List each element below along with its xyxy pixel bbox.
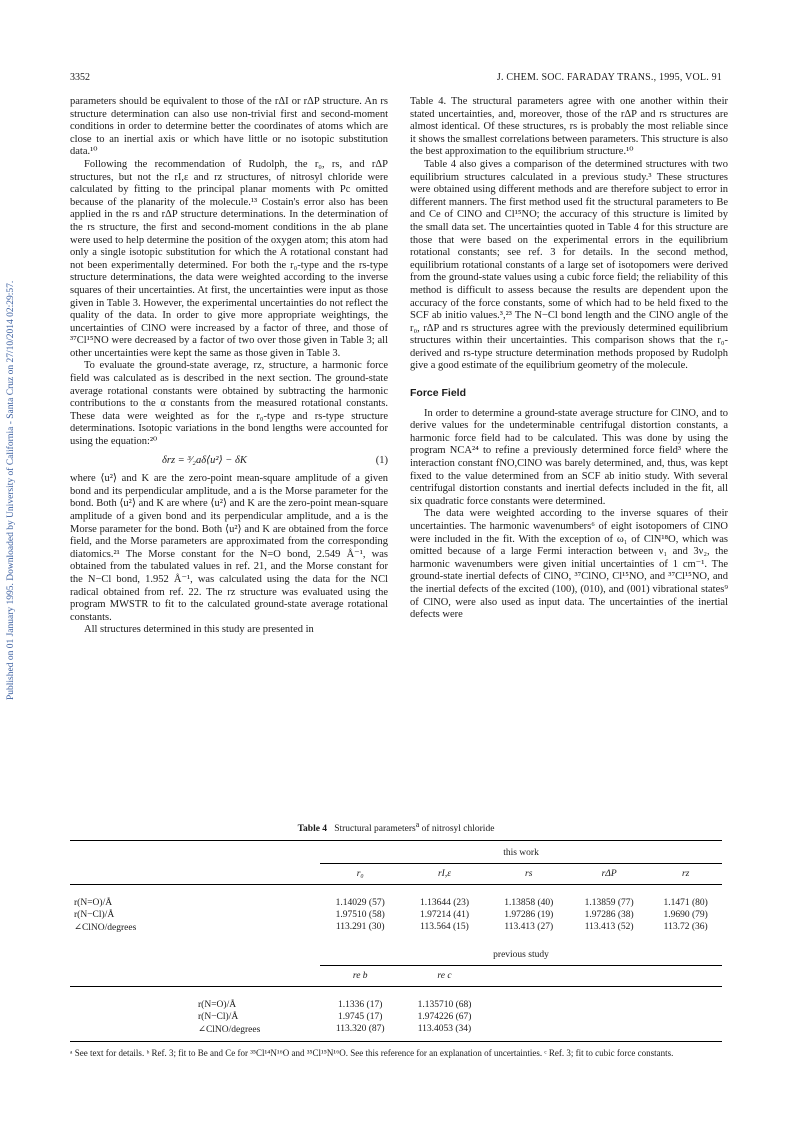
structure-table <box>70 840 722 1035</box>
table-cell: 1.135710 (68) <box>417 1000 472 1011</box>
row-label: ∠ClNO/degrees <box>74 922 137 933</box>
paragraph: To evaluate the ground-state average, rz, structure, a harmonic force field was calculated as is described in the next section. The ground-state average rotational constants were obtained by subtracting the harmonic contributions to the α constants from the measured rotational constants. These data were weighted as for the r₀-type and rs-type structure determinations. Isotopic variations in the bond lengths were accounted for using the equation:²⁰ <box>70 360 388 448</box>
table-title <box>70 820 722 834</box>
table-cell: 113.4053 (34) <box>417 1024 472 1035</box>
paragraph: In order to determine a ground-state average structure for ClNO, and to derive values for the undeterminable centrifugal distortion constants, a harmonic force field had to be calculated. This was done by using the program NCA²⁴ to refine a previously determined force field³ where the interaction constant fNO,ClNO was barely determined, and, thus, was kept fixed to the value determined from an SCF ab initio study. With several centrifugal distortion constants and inertial defects included in the fit, all six quadratic force constants were determined. <box>410 407 728 507</box>
group-label-previous-study: previous study <box>320 945 722 966</box>
equation-formula: δrz = ³⁄₂aδ⟨u²⟩ − δK <box>162 454 247 466</box>
table-cell: 1.14029 (57) <box>335 898 385 909</box>
download-notice-text: Published on 01 January 1995. Downloaded by University of California - Santa Cruz on 27/10/2014 02:29:57. <box>6 280 16 700</box>
table-cell: 1.9745 (17) <box>338 1012 383 1023</box>
column-header: rI,ε <box>437 869 451 880</box>
row-label: r(N=O)/Å <box>198 1000 237 1011</box>
paragraph: parameters should be equivalent to those of the rΔI or rΔP structure. An rs structure determination can also use non-trivial first and second-moment conditions in order to determine better the coordinates of atoms which are close to an inertial axis or which have little or no isotopic substitution data.¹⁰ <box>70 96 388 158</box>
table-cell: 1.97510 (58) <box>335 910 385 921</box>
column-header: re c <box>437 971 452 982</box>
row-label: r(N−Cl)/Å <box>74 910 115 921</box>
table-caption-footnote-mark: a <box>415 820 420 829</box>
paragraph: All structures determined in this study are presented in <box>84 624 314 636</box>
table-cell: 1.13858 (40) <box>504 898 554 909</box>
row-label: r(N−Cl)/Å <box>198 1012 239 1023</box>
column-header: rs <box>525 869 533 880</box>
download-notice <box>4 180 18 700</box>
table-cell: 113.291 (30) <box>335 922 385 933</box>
right-column <box>410 96 728 622</box>
column-header: re b <box>352 971 368 982</box>
left-column <box>70 96 388 637</box>
table-cell: 113.413 (27) <box>504 922 554 933</box>
row-label: r(N=O)/Å <box>74 898 113 909</box>
group-label-this-work: this work <box>320 843 722 864</box>
table-caption: Structural parameters <box>334 824 416 835</box>
section-title: Force Field <box>410 387 467 400</box>
row-label: ∠ClNO/degrees <box>198 1024 261 1035</box>
table-row <box>70 1011 722 1023</box>
table-cell: 1.1471 (80) <box>663 898 708 909</box>
table-footnote: ᵃ See text for details. ᵇ Ref. 3; fit to Be and Ce for ³⁵Cl¹⁴N¹⁶O and ³⁵Cl¹⁵N¹⁶O. See this reference for an explanation of uncertainties. ᶜ Ref. 3; fit to cubic force constants. <box>70 1041 722 1059</box>
equation-1 <box>70 455 388 468</box>
table-4 <box>70 820 722 1059</box>
table-caption-tail: of nitrosyl chloride <box>419 824 495 835</box>
table-row <box>70 921 722 933</box>
table-cell: 113.413 (52) <box>584 922 634 933</box>
table-cell: 1.13859 (77) <box>584 898 634 909</box>
table-cell: 1.9690 (79) <box>663 910 708 921</box>
table-cell: 113.72 (36) <box>663 922 708 933</box>
paragraph: where ⟨u²⟩ and K are the zero-point mean-square amplitude of a given bond and its perpendicular amplitude, and a is the Morse parameter for the bond. Both ⟨u²⟩ and K are where ⟨u²⟩ and K are the zero-point mean-square amplitude of a given bond and its perpendicular amplitude, and a is the Morse parameter for the bond. Both ⟨u²⟩ and K are obtained from the force field, and the Morse parameters are approximated from the corresponding diatomics.²¹ The Morse constant for the N=O bond, 2.549 Å⁻¹, was obtained from the tabulated values in ref. 21, and the Morse constant for the N−Cl bond, 1.952 Å⁻¹, was calculated using the data for the NCl radical obtained from ref. 22. The rz structure was evaluated using the program MWSTR to fit to the calculated ground-state average rotational constants. <box>70 473 388 623</box>
equation-number: (1) <box>375 454 388 466</box>
paragraph: Table 4 also gives a comparison of the determined structures with two equilibrium structures calculated in a previous study.³ These structures were obtained using different methods and are therefore subject to error in different manners. The first method used fit the structural parameters to Be and Ce of ClNO and Cl¹⁵NO; the accuracy of this structure is limited by the small data set. The uncertainties quoted in Table 4 for this structure are those that were based on the experimental errors in the equilibrium rotational constants; see ref. 3 for details. In the second method, equilibrium rotational constants of a large set of isotopomers were derived from the ground-state values using a cubic force field; the reliability of this method is difficult to assess because the results are dependent upon the accuracy of the force constants, some of which had to be held fixed to the SCF ab initio values.³,²³ The N−Cl bond length and the ClNO angle of the r₀, rΔP and rs structures agree with the previously determined equilibrium structures within their uncertainties. This comparison shows that the r₀-derived and rs-type structure determination methods proposed by Rudolph give a good estimate of the equilibrium geometry of the molecule. <box>410 158 728 372</box>
table-cell: 113.564 (15) <box>420 922 469 933</box>
table-label: Table 4 <box>297 824 328 835</box>
table-row <box>70 999 722 1011</box>
table-cell: 113.320 (87) <box>335 1024 385 1035</box>
column-header: rΔP <box>601 869 617 880</box>
column-header: rz <box>681 869 690 880</box>
table-row <box>70 897 722 909</box>
paragraph: The data were weighted according to the inverse squares of their uncertainties. The harmonic wavenumbers⁶ of eight isotopomers of ClNO were included in the fit. With the exception of ω₁ of ClN¹⁸O, which was omitted because of a large Fermi interaction between ν₁ and 3ν₂, the harmonic wavenumbers were given initial uncertainties of 1 cm⁻¹. The ground-state inertial defects of ClNO, ³⁷ClNO, Cl¹⁵NO, and ³⁷Cl¹⁵NO, and the inertial defects of the excited (100), (010), and (001) vibrational states⁹ of ClNO, were also used as input data. The uncertainties of the inertial defects were <box>410 508 728 621</box>
paragraph: Following the recommendation of Rudolph, the r₀, rs, and rΔP structures, but not the rI,ε and rz structures, of nitrosyl chloride were calculated by fitting to the principal planar moments with Pc omitted because of the planarity of the molecule.¹³ Costain's error also has been applied in the rs and rΔP structure determinations. In the determination of the rs structure, the first and second-moment conditions in the ab plane were used to help determine the position of the oxygen atom; this atom had only a single isotopic substitution for which the A rotational constant had not been experimentally determined. For both the r₀-type and the rs-type structure determinations, the data were weighted according to the inverse squares of their uncertainties. At first, the uncertainties were input as those given in Table 3. However, the experimental uncertainties do not reflect the quality of the data. In order to give more appropriate weightings, the uncertainties of ClNO were increased by a factor of three, and those of ³⁷Cl¹⁵NO were decreased by a factor of two over those given in Table 3; all other uncertainties were kept the same as those given in Table 3. <box>70 158 388 359</box>
paragraph: Table 4. The structural parameters agree with one another within their stated uncertainties, and, moreover, those of the rΔP and rs structures are almost identical. Of these structures, rs is probably the most reliable since it shows the smallest correlations between parameters. This structure is also the best approximation to the equilibrium structure.¹⁰ <box>410 96 728 158</box>
column-header: r₀ <box>356 869 364 880</box>
table-cell: 1.1336 (17) <box>338 1000 383 1011</box>
page-number: 3352 <box>70 72 90 83</box>
journal-header: J. CHEM. SOC. FARADAY TRANS., 1995, VOL. 91 <box>496 72 722 83</box>
table-cell: 1.13644 (23) <box>419 898 470 909</box>
table-cell: 1.974226 (67) <box>417 1012 472 1023</box>
table-row <box>70 909 722 921</box>
table-cell: 1.97214 (41) <box>419 910 470 921</box>
table-cell: 1.97286 (19) <box>504 910 554 921</box>
table-row <box>70 1023 722 1035</box>
table-cell: 1.97286 (38) <box>584 910 634 921</box>
